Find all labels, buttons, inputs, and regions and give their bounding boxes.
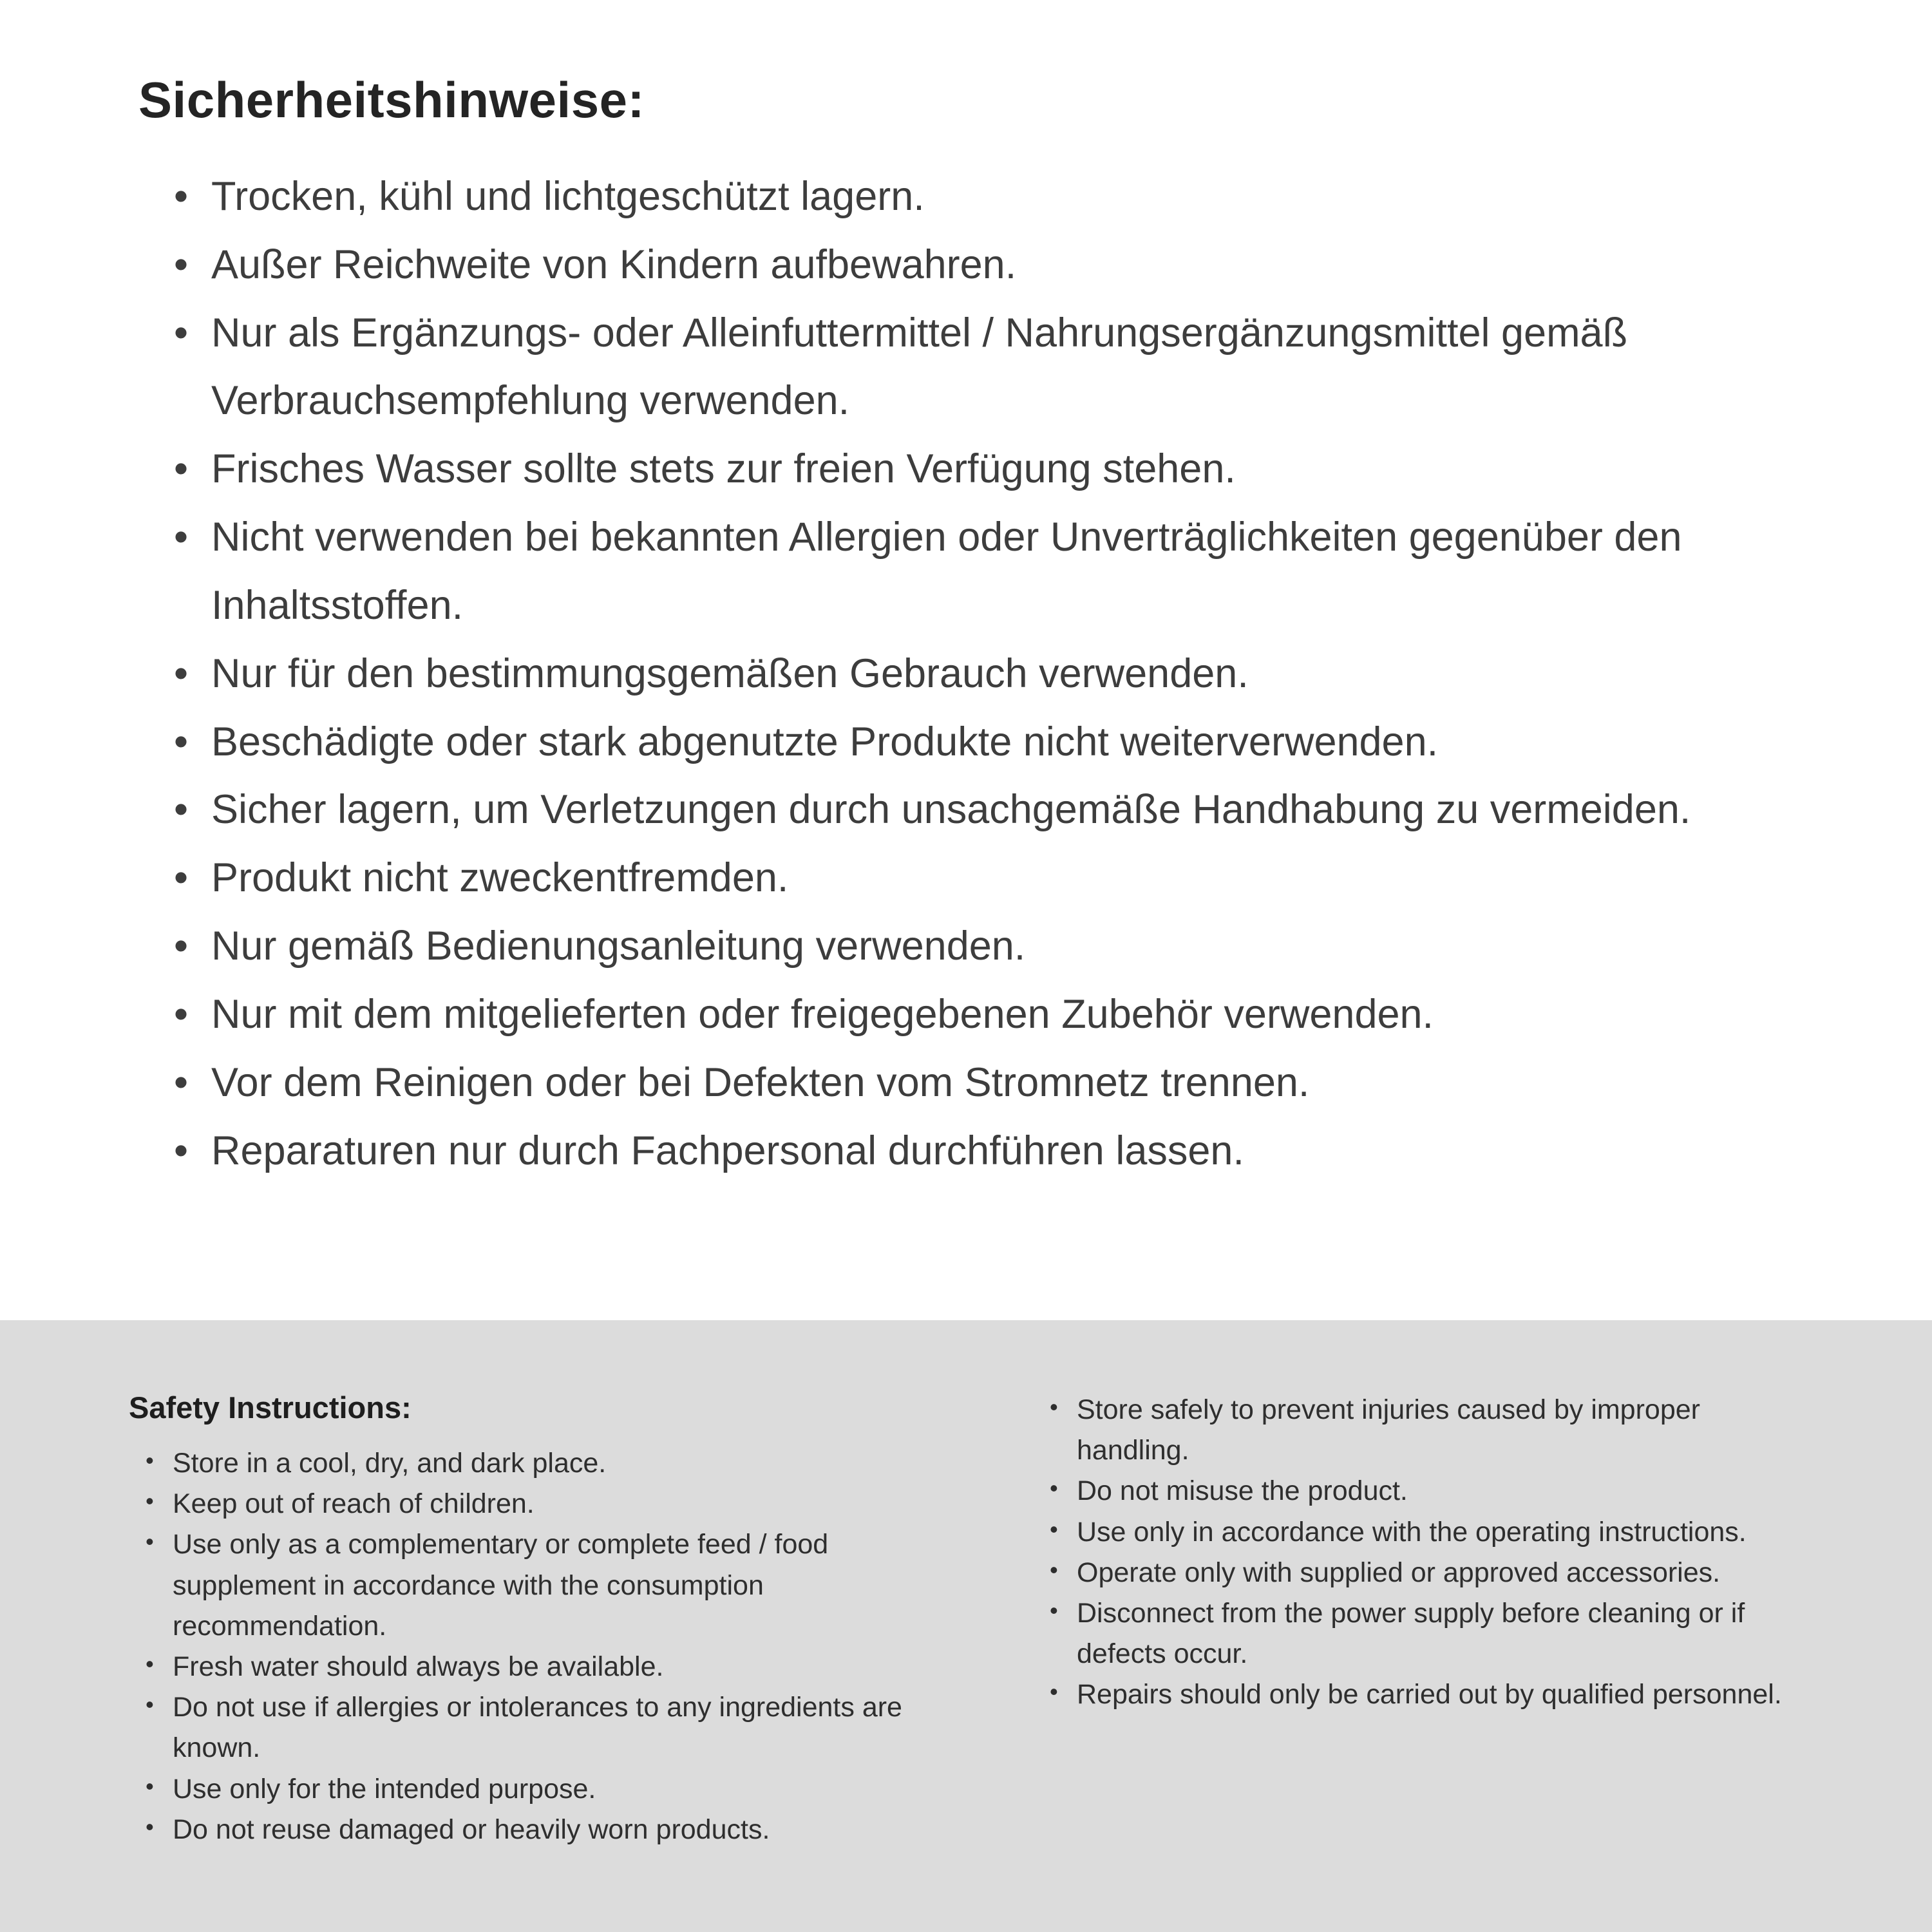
bullet-icon: • [174,719,189,764]
instruction-text: Do not misuse the product. [1077,1475,1408,1507]
instruction-text: Use only for the intended purpose. [173,1773,596,1804]
bullet-icon: • [174,787,189,833]
bullet-icon: • [174,515,189,560]
list-item [174,435,1823,504]
instruction-text: Nur gemäß Bedienungsanleitung verwenden. [211,923,1026,969]
instruction-text: Store safely to prevent injuries caused by improper handling. [1077,1394,1700,1466]
bullet-icon: • [174,1059,189,1105]
instruction-text: Keep out of reach of children. [173,1488,535,1520]
list-item [1050,1553,1803,1593]
list-item [146,1524,966,1647]
list-item [174,913,1823,981]
instruction-text: Nur mit dem mitgelieferten oder freigegebenen Zubehör verwenden. [211,991,1434,1037]
bullet-icon: • [146,1772,154,1799]
instruction-text: Store in a cool, dry, and dark place. [173,1448,607,1479]
instruction-text: Disconnect from the power supply before cleaning or if defects occur. [1077,1598,1745,1670]
list-item [1050,1593,1803,1674]
english-safety-section [0,1320,1932,1932]
english-left-column [129,1390,966,1850]
instruction-text: Produkt nicht zweckentfremden. [211,855,789,901]
list-item [174,299,1823,436]
instruction-text: Trocken, kühl und lichtgeschützt lagern. [211,174,925,219]
bullet-icon: • [174,242,189,287]
english-instructions-list-right [1050,1390,1803,1716]
list-item [174,640,1823,708]
bullet-icon: • [1050,1597,1058,1624]
bullet-icon: • [146,1651,154,1678]
instruction-text: Nicht verwenden bei bekannten Allergien oder Unverträglichkeiten gegenüber den Inhaltsstoffen. [211,515,1682,628]
bullet-icon: • [146,1447,154,1473]
bullet-icon: • [174,855,189,901]
instruction-text: Do not reuse damaged or heavily worn products. [173,1814,770,1845]
bullet-icon: • [174,991,189,1037]
list-item [146,1769,966,1810]
bullet-icon: • [174,174,189,219]
instruction-text: Use only as a complementary or complete feed / food supplement in accordance with the consumption recommendation. [173,1529,829,1642]
bullet-icon: • [1050,1556,1058,1583]
list-item [146,1484,966,1524]
list-item [146,1810,966,1850]
list-item [174,231,1823,299]
instruction-text: Vor dem Reinigen oder bei Defekten vom Stromnetz trennen. [211,1059,1310,1105]
bullet-icon: • [174,1128,189,1173]
instruction-text: Operate only with supplied or approved accessories. [1077,1557,1721,1588]
instruction-text: Use only in accordance with the operating instructions. [1077,1516,1747,1548]
list-item [174,981,1823,1049]
bullet-icon: • [146,1691,154,1718]
bullet-icon: • [1050,1515,1058,1542]
instruction-text: Beschädigte oder stark abgenutzte Produkte nicht weiterverwenden. [211,719,1439,764]
instruction-text: Sicher lagern, um Verletzungen durch unsachgemäße Handhabung zu vermeiden. [211,787,1691,833]
list-item [174,776,1823,844]
bullet-icon: • [146,1813,154,1840]
german-heading: Sicherheitshinweise: [138,71,645,128]
instruction-text: Nur für den bestimmungsgemäßen Gebrauch verwenden. [211,650,1249,696]
list-item [1050,1471,1803,1511]
bullet-icon: • [146,1528,154,1555]
bullet-icon: • [1050,1394,1058,1420]
instruction-text: Außer Reichweite von Kindern aufbewahren. [211,242,1017,287]
bullet-icon: • [174,446,189,492]
list-item [146,1647,966,1687]
list-item [146,1687,966,1768]
bullet-icon: • [1050,1678,1058,1705]
english-instructions-list-left [129,1443,966,1850]
bullet-icon: • [174,310,189,355]
bullet-icon: • [146,1488,154,1515]
english-heading: Safety Instructions: [129,1390,412,1425]
bullet-icon: • [174,923,189,969]
list-item [1050,1390,1803,1471]
list-item [174,163,1823,231]
bullet-icon: • [174,650,189,696]
instruction-text: Frisches Wasser sollte stets zur freien Verfügung stehen. [211,446,1236,492]
list-item [1050,1512,1803,1553]
list-item [174,844,1823,913]
list-item [174,1049,1823,1117]
list-item [174,1117,1823,1186]
german-instructions-list [138,163,1823,1185]
instruction-text: Do not use if allergies or intolerances to any ingredients are known. [173,1692,902,1764]
english-right-column [1050,1390,1803,1716]
instruction-text: Nur als Ergänzungs- oder Alleinfuttermittel / Nahrungsergänzungsmittel gemäß Verbrauchsempfehlung verwenden. [211,310,1628,424]
list-item [146,1443,966,1484]
list-item [174,504,1823,640]
list-item [174,708,1823,777]
instruction-text: Reparaturen nur durch Fachpersonal durchführen lassen. [211,1128,1244,1173]
instruction-text: Fresh water should always be available. [173,1651,664,1683]
list-item [1050,1674,1803,1715]
bullet-icon: • [1050,1475,1058,1502]
instruction-text: Repairs should only be carried out by qualified personnel. [1077,1679,1782,1710]
